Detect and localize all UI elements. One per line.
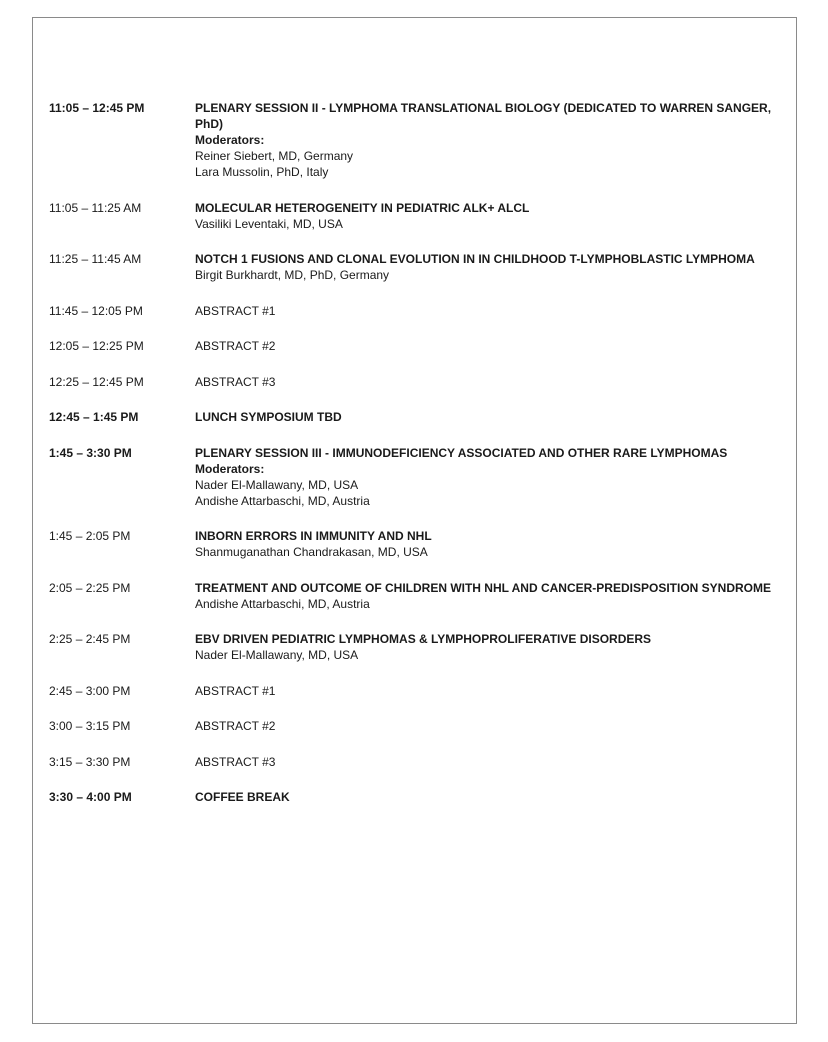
schedule-row: [49, 580, 789, 612]
session-time: 12:25 – 12:45 PM: [49, 374, 144, 389]
schedule-row: [49, 754, 789, 770]
speaker-name: Birgit Burkhardt, MD, PhD, Germany: [195, 268, 390, 282]
session-time: 3:15 – 3:30 PM: [49, 754, 131, 769]
schedule-row: [49, 338, 789, 354]
speaker-name: Nader El-Mallawany, MD, USA: [195, 477, 359, 492]
schedule-row: [49, 528, 789, 560]
session-title: ABSTRACT #3: [195, 754, 276, 769]
session-title: ABSTRACT #3: [195, 374, 276, 389]
schedule-row: [49, 100, 789, 180]
session-details: [195, 445, 789, 509]
session-time: 1:45 – 2:05 PM: [49, 529, 131, 543]
session-details: [195, 303, 789, 319]
session-details: [195, 580, 789, 612]
session-details: [195, 789, 789, 805]
session-time: 3:30 – 4:00 PM: [49, 790, 132, 804]
session-time: 12:05 – 12:25 PM: [49, 339, 144, 353]
session-time: 1:45 – 3:30 PM: [49, 445, 132, 460]
session-title: TREATMENT AND OUTCOME OF CHILDREN WITH NHL AND CANCER-PREDISPOSITION SYNDROME: [195, 580, 771, 595]
session-details: [195, 374, 789, 390]
session-details: [195, 100, 789, 180]
speaker-name: Andishe Attarbaschi, MD, Austria: [195, 493, 370, 508]
session-title: ABSTRACT #2: [195, 339, 276, 353]
schedule-row: [49, 683, 789, 699]
session-time: 3:00 – 3:15 PM: [49, 719, 131, 733]
speaker-name: Shanmuganathan Chandrakasan, MD, USA: [195, 545, 428, 559]
session-details: [195, 631, 789, 663]
speaker-name: Reiner Siebert, MD, Germany: [195, 149, 354, 163]
session-title: PLENARY SESSION III - IMMUNODEFICIENCY ASSOCIATED AND OTHER RARE LYMPHOMAS: [195, 445, 728, 460]
session-title: EBV DRIVEN PEDIATRIC LYMPHOMAS & LYMPHOPROLIFERATIVE DISORDERS: [195, 632, 652, 646]
session-title: MOLECULAR HETEROGENEITY IN PEDIATRIC ALK+ ALCL: [195, 200, 530, 215]
schedule-row: [49, 718, 789, 734]
session-time: 11:45 – 12:05 PM: [49, 303, 143, 318]
schedule-row: [49, 200, 789, 232]
session-details: [195, 338, 789, 354]
speaker-name: Nader El-Mallawany, MD, USA: [195, 648, 359, 662]
session-details: [195, 718, 789, 734]
speaker-name: Andishe Attarbaschi, MD, Austria: [195, 596, 370, 611]
session-title: ABSTRACT #2: [195, 719, 276, 733]
session-time: 11:25 – 11:45 AM: [49, 252, 142, 266]
document-page: [32, 17, 797, 1024]
speaker-name: Vasiliki Leventaki, MD, USA: [195, 216, 343, 231]
schedule-row: [49, 445, 789, 509]
session-details: [195, 528, 789, 560]
session-details: [195, 683, 789, 699]
schedule-row: [49, 303, 789, 319]
schedule-row: [49, 251, 789, 283]
session-title: INBORN ERRORS IN IMMUNITY AND NHL: [195, 529, 432, 543]
schedule-row: [49, 789, 789, 805]
schedule-row: [49, 374, 789, 390]
session-time: 11:05 – 11:25 AM: [49, 200, 142, 215]
session-title: LUNCH SYMPOSIUM TBD: [195, 410, 342, 424]
session-details: [195, 754, 789, 770]
schedule-row: [49, 631, 789, 663]
session-title: PLENARY SESSION II - LYMPHOMA TRANSLATIONAL BIOLOGY (DEDICATED TO WARREN SANGER, PhD): [195, 101, 772, 131]
session-time: 2:45 – 3:00 PM: [49, 683, 131, 698]
session-time: 12:45 – 1:45 PM: [49, 410, 139, 424]
session-time: 2:05 – 2:25 PM: [49, 580, 131, 595]
session-title: ABSTRACT #1: [195, 683, 276, 698]
session-time: 11:05 – 12:45 PM: [49, 101, 145, 115]
speaker-name: Lara Mussolin, PhD, Italy: [195, 165, 329, 179]
schedule-row: [49, 409, 789, 425]
session-time: 2:25 – 2:45 PM: [49, 632, 131, 646]
session-details: [195, 409, 789, 425]
session-title: NOTCH 1 FUSIONS AND CLONAL EVOLUTION IN IN CHILDHOOD T-LYMPHOBLASTIC LYMPHOMA: [195, 252, 755, 266]
session-title: COFFEE BREAK: [195, 790, 290, 804]
moderators-label: Moderators:: [195, 133, 265, 147]
session-details: [195, 200, 789, 232]
moderators-label: Moderators:: [195, 461, 265, 476]
session-details: [195, 251, 789, 283]
schedule-list: [49, 100, 789, 825]
session-title: ABSTRACT #1: [195, 303, 276, 318]
